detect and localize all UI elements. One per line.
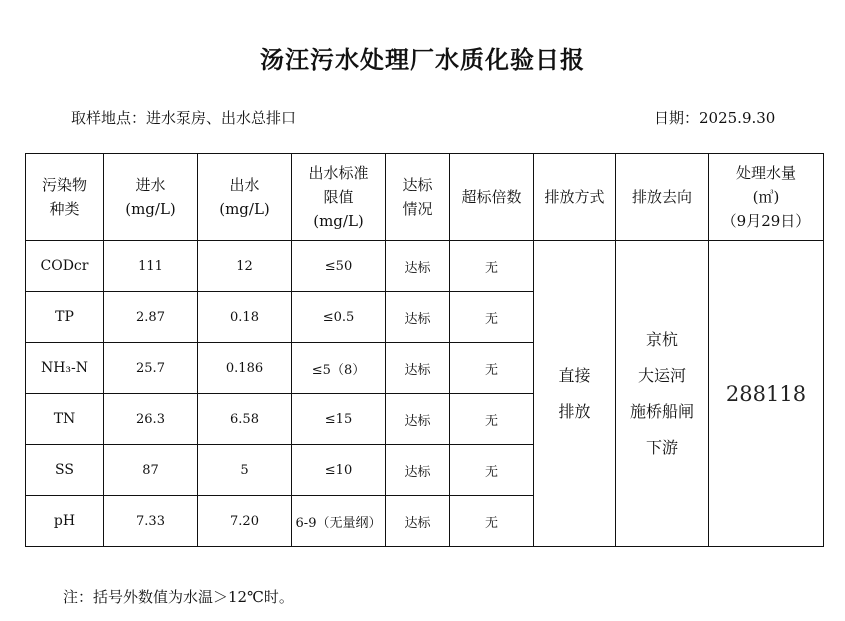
row-limit: 6-9（无量纲）	[292, 496, 386, 547]
row-effluent: 0.18	[198, 292, 292, 343]
footnote: 注：括号外数值为水温＞12℃时。	[63, 588, 294, 606]
row-name: CODcr	[26, 241, 104, 292]
row-name: pH	[26, 496, 104, 547]
header-volume: 处理水量 (㎥) （9月29日）	[709, 154, 824, 241]
header-effluent: 出水 (mg/L)	[198, 154, 292, 241]
row-exceed: 无	[450, 241, 534, 292]
row-exceed: 无	[450, 445, 534, 496]
discharge-method-cell: 直接 排放	[534, 241, 616, 547]
row-compliance: 达标	[386, 343, 450, 394]
row-name: TN	[26, 394, 104, 445]
row-limit: ≤5（8）	[292, 343, 386, 394]
row-limit: ≤0.5	[292, 292, 386, 343]
row-effluent: 12	[198, 241, 292, 292]
row-influent: 25.7	[104, 343, 198, 394]
row-effluent: 6.58	[198, 394, 292, 445]
row-influent: 26.3	[104, 394, 198, 445]
row-influent: 87	[104, 445, 198, 496]
row-compliance: 达标	[386, 292, 450, 343]
header-compliance: 达标 情况	[386, 154, 450, 241]
row-influent: 2.87	[104, 292, 198, 343]
row-exceed: 无	[450, 394, 534, 445]
header-discharge-dest: 排放去向	[616, 154, 709, 241]
row-limit: ≤10	[292, 445, 386, 496]
row-compliance: 达标	[386, 241, 450, 292]
table-header-row	[26, 154, 824, 241]
report-date: 日期：2025.9.30	[654, 109, 776, 127]
volume-cell: 288118	[709, 241, 824, 547]
row-exceed: 无	[450, 496, 534, 547]
row-effluent: 0.186	[198, 343, 292, 394]
row-limit: ≤50	[292, 241, 386, 292]
discharge-dest-cell: 京杭 大运河 施桥船闸 下游	[616, 241, 709, 547]
table-row	[26, 241, 824, 292]
row-name: TP	[26, 292, 104, 343]
row-effluent: 7.20	[198, 496, 292, 547]
row-name: SS	[26, 445, 104, 496]
header-limit: 出水标准 限值 (mg/L)	[292, 154, 386, 241]
row-exceed: 无	[450, 292, 534, 343]
row-compliance: 达标	[386, 394, 450, 445]
report-title: 汤汪污水处理厂水质化验日报	[260, 45, 585, 74]
row-effluent: 5	[198, 445, 292, 496]
water-quality-table	[25, 153, 824, 547]
row-limit: ≤15	[292, 394, 386, 445]
row-compliance: 达标	[386, 496, 450, 547]
row-influent: 7.33	[104, 496, 198, 547]
row-influent: 111	[104, 241, 198, 292]
header-exceed: 超标倍数	[450, 154, 534, 241]
row-compliance: 达标	[386, 445, 450, 496]
row-exceed: 无	[450, 343, 534, 394]
row-name: NH₃-N	[26, 343, 104, 394]
header-discharge-method: 排放方式	[534, 154, 616, 241]
header-influent: 进水 (mg/L)	[104, 154, 198, 241]
header-pollutant: 污染物 种类	[26, 154, 104, 241]
sampling-location: 取样地点：进水泵房、出水总排口	[71, 109, 297, 127]
